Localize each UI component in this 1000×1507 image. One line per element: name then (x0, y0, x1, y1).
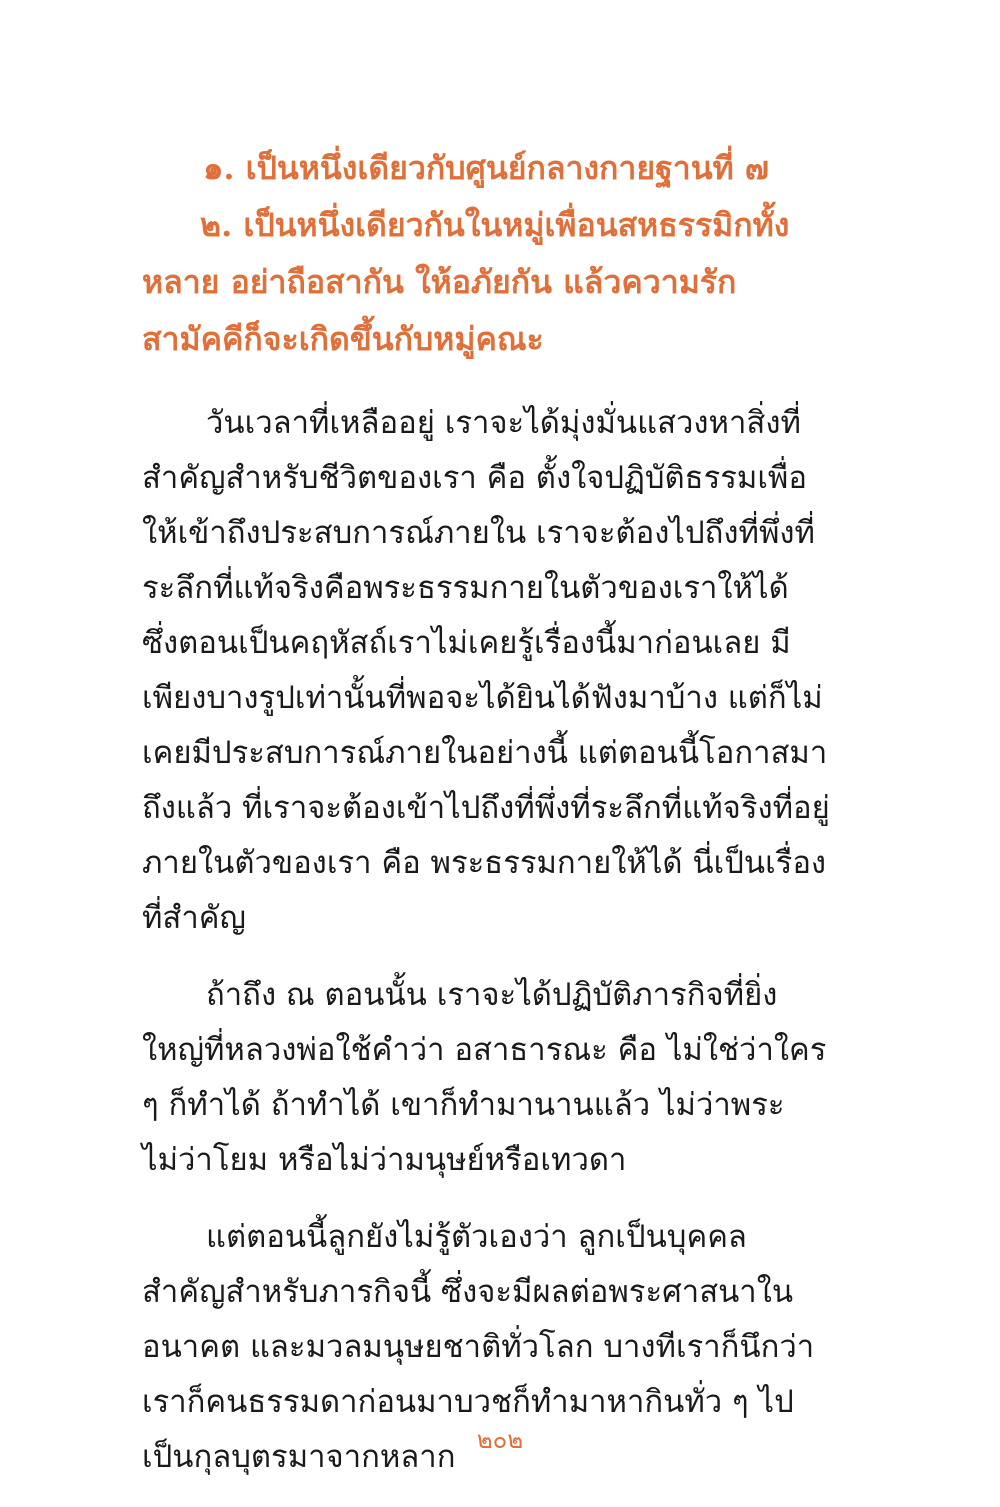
body-paragraph-2: ถ้าถึง ณ ตอนนั้น เราจะได้ปฏิบัติภารกิจที่ยิ่งใหญ่ที่หลวงพ่อใช้คำว่า อสาธารณะ คือ ไม่ใช่ว่าใคร ๆ ก็ทำได้ ถ้าทำได้ เขาก็ทำมานานแล้ว ไม่ว่าพระ ไม่ว่าโยม หรือไม่ว่ามนุษย์หรือเทวดา (142, 977, 827, 1178)
resolution-item-2: ๒. เป็นหนึ่งเดียวกันในหมู่เพื่อนสหธรรมิกทั้งหลาย อย่าถือสากัน ให้อภัยกัน แล้วความรักสามัคคีก็จะเกิดขึ้นกับหมู่คณะ (142, 206, 790, 358)
page-content (142, 140, 830, 1507)
resolution-list (142, 140, 830, 368)
body-paragraph-3: แต่ตอนนี้ลูกยังไม่รู้ตัวเองว่า ลูกเป็นบุคคลสำคัญสำหรับภารกิจนี้ ซึ่งจะมีผลต่อพระศาสนาในอนาคต และมวลมนุษยชาติทั่วโลก บางทีเราก็นึกว่า เราก็คนธรรมดาก่อนมาบวชก็ทำมาหากินทั่ว ๆ ไป เป็นกุลบุตรมาจากหลาก (142, 1219, 815, 1475)
resolution-item-1: ๑. เป็นหนึ่งเดียวกับศูนย์กลางกายฐานที่ ๗ (203, 149, 769, 187)
page-number: ๒๐๒ (476, 1426, 524, 1454)
body-paragraph-1: วันเวลาที่เหลืออยู่ เราจะได้มุ่งมั่นแสวงหาสิ่งที่สำคัญสำหรับชีวิตของเรา คือ ตั้งใจปฏิบัติธรรมเพื่อให้เข้าถึงประสบการณ์ภายใน เราจะต้องไปถึงที่พึ่งที่ระลึกที่แท้จริงคือพระธรรมกายในตัวของเราให้ได้ ซึ่งตอนเป็นคฤหัสถ์เราไม่เคยรู้เรื่องนี้มาก่อนเลย มีเพียงบางรูปเท่านั้นที่พอจะได้ยินได้ฟังมาบ้าง แต่ก็ไม่เคยมีประสบการณ์ภายในอย่างนี้ แต่ตอนนี้โอกาสมาถึงแล้ว ที่เราจะต้องเข้าไปถึงที่พึ่งที่ระลึกที่แท้จริงที่อยู่ภายในตัวของเรา คือ พระธรรมกายให้ได้ นี่เป็นเรื่องที่สำคัญ (142, 405, 830, 936)
